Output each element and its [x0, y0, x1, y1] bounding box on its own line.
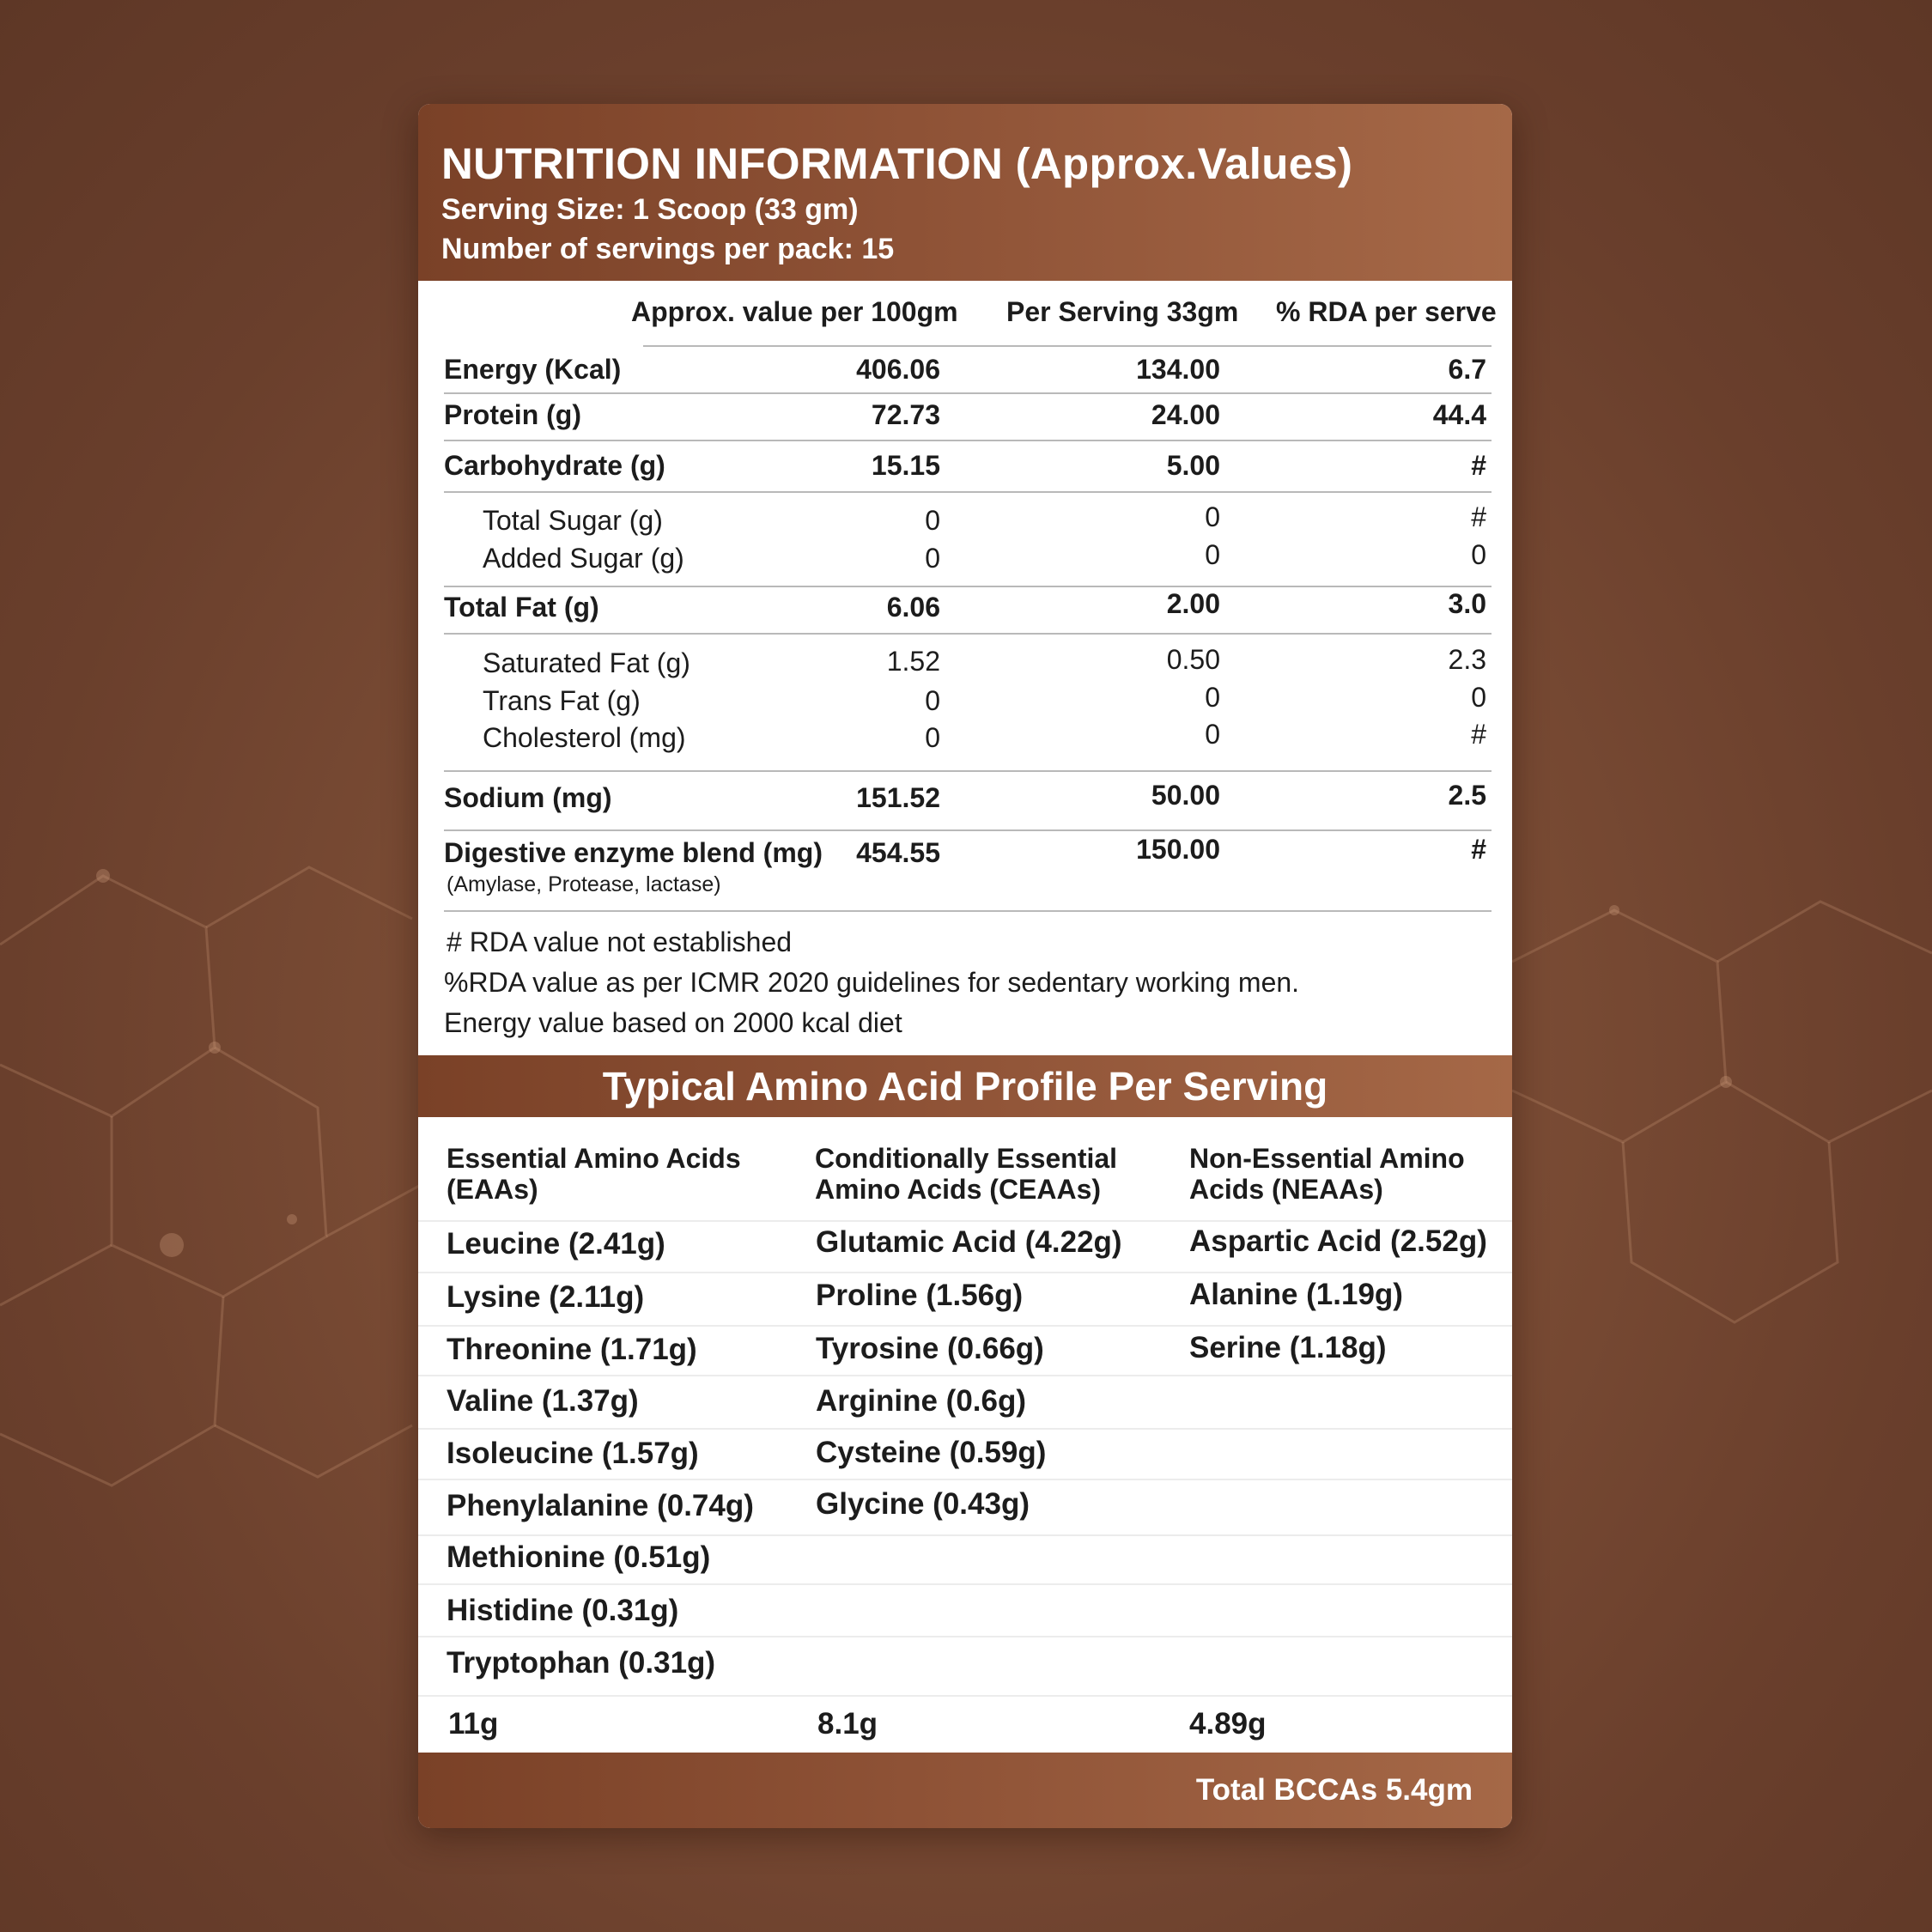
ceaa-item: Arginine (0.6g)	[816, 1384, 1027, 1418]
ceaa-item: Proline (1.56g)	[816, 1279, 1024, 1312]
row-rda-digestive-enzyme: #	[1471, 834, 1486, 865]
eaa-item: Phenylalanine (0.74g)	[447, 1489, 754, 1522]
row-per100-total-sugar: 0	[925, 505, 940, 536]
eaa-item: Valine (1.37g)	[447, 1384, 639, 1418]
amino-header-ceaa: Conditionally Essential Amino Acids (CEAAs)	[815, 1143, 1118, 1205]
eaa-item: Tryptophan (0.31g)	[447, 1646, 716, 1680]
row-per100-digestive-enzyme: 454.55	[856, 837, 940, 868]
amino-title: Typical Amino Acid Profile Per Serving	[602, 1064, 1328, 1109]
row-serving-sodium: 50.00	[1151, 780, 1220, 811]
servings-per-pack: Number of servings per pack: 15	[441, 233, 895, 265]
row-serving-cholesterol: 0	[1205, 719, 1220, 750]
serving-size: Serving Size: 1 Scoop (33 gm)	[441, 193, 859, 226]
row-per100-trans-fat: 0	[925, 685, 940, 716]
eaa-item: Threonine (1.71g)	[447, 1333, 697, 1366]
neaa-item: Alanine (1.19g)	[1189, 1278, 1403, 1311]
row-per100-carbohydrate: 15.15	[871, 450, 940, 481]
total-bccas: Total BCCAs 5.4gm	[1195, 1773, 1473, 1807]
row-serving-protein: 24.00	[1151, 399, 1220, 430]
row-name-carbohydrate: Carbohydrate (g)	[444, 450, 665, 481]
ceaa-item: Tyrosine (0.66g)	[816, 1332, 1044, 1365]
page-title: NUTRITION INFORMATION (Approx.Values)	[441, 139, 1353, 188]
row-rda-cholesterol: #	[1471, 719, 1486, 750]
row-serving-energy: 134.00	[1136, 354, 1220, 385]
row-name-cholesterol: Cholesterol (mg)	[483, 722, 686, 753]
row-serving-digestive-enzyme: 150.00	[1136, 834, 1220, 865]
total-ceaa: 8.1g	[817, 1707, 878, 1741]
row-name-protein: Protein (g)	[444, 399, 581, 430]
row-rda-carbohydrate: #	[1471, 450, 1486, 481]
eaa-item: Lysine (2.11g)	[447, 1280, 645, 1314]
row-name-sodium: Sodium (mg)	[444, 782, 612, 813]
row-rda-trans-fat: 0	[1471, 682, 1486, 713]
row-name-total-fat: Total Fat (g)	[444, 592, 599, 623]
row-rda-sodium: 2.5	[1448, 780, 1486, 811]
nutrition-header	[418, 104, 1512, 281]
row-serving-total-sugar: 0	[1205, 501, 1220, 532]
eaa-item: Isoleucine (1.57g)	[447, 1437, 699, 1470]
neaa-item: Aspartic Acid (2.52g)	[1189, 1224, 1487, 1258]
eaa-item: Leucine (2.41g)	[447, 1227, 665, 1261]
row-per100-total-fat: 6.06	[886, 592, 940, 623]
row-per100-protein: 72.73	[871, 399, 940, 430]
row-rda-saturated-fat: 2.3	[1448, 644, 1486, 675]
row-per100-saturated-fat: 1.52	[886, 646, 940, 677]
row-rda-total-sugar: #	[1471, 501, 1486, 532]
amino-header-neaa: Non-Essential Amino Acids (NEAAs)	[1189, 1143, 1465, 1205]
ceaa-item: Glycine (0.43g)	[816, 1487, 1030, 1521]
column-header-rda: % RDA per serve	[1276, 296, 1497, 327]
row-name-trans-fat: Trans Fat (g)	[483, 685, 641, 716]
eaa-item: Histidine (0.31g)	[447, 1594, 679, 1627]
row-serving-total-fat: 2.00	[1166, 588, 1220, 619]
row-per100-added-sugar: 0	[925, 543, 940, 574]
row-rda-total-fat: 3.0	[1448, 588, 1486, 619]
row-serving-saturated-fat: 0.50	[1166, 644, 1220, 675]
footnote-rda-not-established: # RDA value not established	[447, 927, 793, 957]
amino-header-band	[418, 1055, 1512, 1117]
row-name-total-sugar: Total Sugar (g)	[483, 505, 663, 536]
row-serving-added-sugar: 0	[1205, 539, 1220, 570]
footnote-icmr: %RDA value as per ICMR 2020 guidelines for sedentary working men.	[444, 967, 1300, 998]
ceaa-item: Glutamic Acid (4.22g)	[816, 1225, 1122, 1259]
column-header-per100: Approx. value per 100gm	[631, 296, 958, 327]
row-name-digestive-enzyme: Digestive enzyme blend (mg)	[444, 837, 823, 868]
row-per100-cholesterol: 0	[925, 722, 940, 753]
amino-header-eaa: Essential Amino Acids (EAAs)	[447, 1143, 741, 1205]
eaa-item: Methionine (0.51g)	[447, 1540, 711, 1574]
enzyme-note: (Amylase, Protease, lactase)	[447, 872, 721, 896]
ceaa-item: Cysteine (0.59g)	[816, 1436, 1047, 1469]
row-name-energy: Energy (Kcal)	[444, 354, 622, 385]
row-per100-sodium: 151.52	[856, 782, 940, 813]
bcca-band	[418, 1753, 1512, 1828]
footnote-energy: Energy value based on 2000 kcal diet	[444, 1007, 902, 1038]
column-header-per-serving: Per Serving 33gm	[1006, 296, 1239, 327]
row-name-saturated-fat: Saturated Fat (g)	[483, 647, 690, 678]
row-name-added-sugar: Added Sugar (g)	[483, 543, 684, 574]
row-rda-added-sugar: 0	[1471, 539, 1486, 570]
nutrition-card	[418, 104, 1512, 1828]
row-rda-protein: 44.4	[1432, 399, 1486, 430]
row-serving-trans-fat: 0	[1205, 682, 1220, 713]
row-rda-energy: 6.7	[1448, 354, 1486, 385]
neaa-item: Serine (1.18g)	[1189, 1331, 1387, 1364]
total-neaa: 4.89g	[1189, 1707, 1267, 1741]
total-eaa: 11g	[448, 1707, 499, 1741]
row-per100-energy: 406.06	[856, 354, 940, 385]
row-serving-carbohydrate: 5.00	[1166, 450, 1220, 481]
